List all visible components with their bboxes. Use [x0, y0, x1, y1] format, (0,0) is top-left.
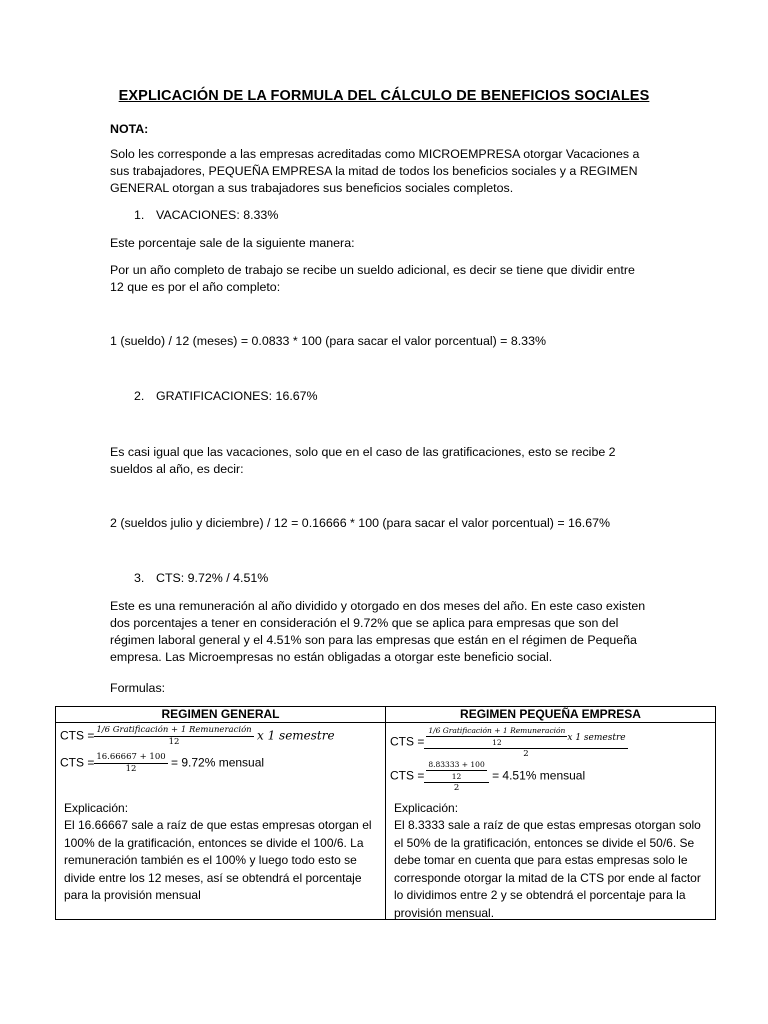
inner-denominator: 12 — [492, 738, 502, 747]
fraction-numerator — [424, 759, 488, 783]
fraction — [94, 752, 167, 775]
fraction-denominator: 2 — [453, 783, 460, 793]
general-formula-1 — [60, 725, 335, 748]
section-gratificaciones-heading — [134, 389, 318, 403]
cts-paragraph: Este es una remuneración al año dividido y otorgado en dos meses del año. En este caso existen dos porcentajes a tener en consideración el 9.72% que se aplica para empresas que son del régimen laboral general y el 4.51% son para las empresas que están en el régimen de Pequeña empresa. Las Microempresas no están obligadas a otorgar este beneficio social. — [110, 599, 646, 664]
fraction-denominator: 12 — [125, 764, 137, 774]
fraction-outer — [424, 725, 627, 760]
inner-numerator: 1/6 Gratificación + 1 Remuneración — [428, 726, 566, 735]
general-explicacion-label: Explicación: — [64, 801, 129, 815]
fraction-numerator: 16.66667 + 100 — [96, 752, 166, 762]
fraction-numerator: 1/6 Gratificación + 1 Remuneración — [96, 725, 252, 735]
section-title: CTS: 9.72% / 4.51% — [156, 571, 269, 585]
cts-label: CTS = — [390, 768, 425, 783]
section-title: VACACIONES: 8.33% — [156, 208, 279, 222]
cell-regimen-pequena — [386, 723, 716, 920]
formulas-table — [55, 706, 716, 920]
formula-tail: x 1 semestre — [257, 728, 335, 743]
formula-result: = 4.51% mensual — [492, 768, 586, 783]
nota-label: NOTA: — [110, 122, 149, 136]
gratificaciones-formula: 2 (sueldos julio y diciembre) / 12 = 0.16666 * 100 (para sacar el valor porcentual) = 16.67% — [110, 516, 611, 530]
nota-paragraph: Solo les corresponde a las empresas acreditadas como MICROEMPRESA otorgar Vacaciones a sus trabajadores, PEQUEÑA EMPRESA la mitad de todos los beneficios sociales y a REGIMEN GENERAL otorgan a sus trabajadores sus beneficios sociales completos. — [110, 147, 640, 195]
fraction-denominator: 12 — [168, 737, 180, 747]
inner-numerator: 8.83333 + 100 — [428, 760, 485, 769]
fraction-inner — [426, 759, 486, 782]
pequena-explicacion-label: Explicación: — [394, 801, 459, 815]
inner-denominator: 12 — [451, 772, 462, 781]
fraction-denominator: 2 — [523, 749, 529, 759]
pequena-formula-1 — [390, 725, 628, 760]
pequena-formula-2 — [390, 759, 585, 794]
section-number: 1. — [134, 208, 145, 222]
cts-label: CTS = — [390, 734, 425, 749]
gratificaciones-paragraph: Es casi igual que las vacaciones, solo que en el caso de las gratificaciones, esto se recibe 2 sueldos al año, es decir: — [110, 445, 616, 476]
fraction-numerator — [424, 725, 627, 749]
general-explicacion-text: El 16.66667 sale a raíz de que estas empresas otorgan el 100% de la gratificación, entonces se divide el 100/6. La remuneración también es el 100% y luego todo esto se divide entre los 12 meses, así se obtendrá el porcentaje para la provisión mensual — [64, 818, 372, 902]
formula-tail: x 1 semestre — [567, 733, 626, 743]
fraction-outer — [424, 759, 488, 794]
vacaciones-line-1: Este porcentaje sale de la siguiente manera: — [110, 236, 355, 250]
fraction-inner — [426, 725, 567, 748]
vacaciones-line-2: Por un año completo de trabajo se recibe un sueldo adicional, es decir se tiene que dividir entre 12 que es por el año completo: — [110, 263, 635, 294]
section-number: 2. — [134, 389, 145, 403]
vacaciones-formula: 1 (sueldo) / 12 (meses) = 0.0833 * 100 (para sacar el valor porcentual) = 8.33% — [110, 334, 546, 348]
cell-regimen-general — [56, 723, 386, 920]
header-regimen-general: REGIMEN GENERAL — [56, 707, 386, 723]
section-cts-heading — [134, 571, 268, 585]
formulas-label: Formulas: — [110, 681, 166, 695]
fraction — [94, 725, 253, 748]
header-regimen-pequena: REGIMEN PEQUEÑA EMPRESA — [386, 707, 716, 723]
pequena-explicacion-text: El 8.3333 sale a raíz de que estas empresas otorgan solo el 50% de la gratificación, entonces se divide el 50/6. Se debe tomar en cuenta que para estas empresas solo le corresponde otorgar la mitad de la CTS por ende al factor lo dividimos entre 2 y se obtendrá el porcentaje para la provisión mensual. — [394, 818, 701, 920]
section-number: 3. — [134, 571, 145, 585]
general-formula-2 — [60, 752, 264, 775]
cts-label: CTS = — [60, 728, 95, 743]
document-title: EXPLICACIÓN DE LA FORMULA DEL CÁLCULO DE BENEFICIOS SOCIALES — [118, 88, 650, 104]
formula-result: = 9.72% mensual — [171, 755, 265, 770]
section-vacaciones-heading — [134, 208, 278, 222]
cts-label: CTS = — [60, 755, 95, 770]
section-title: GRATIFICACIONES: 16.67% — [156, 389, 318, 403]
